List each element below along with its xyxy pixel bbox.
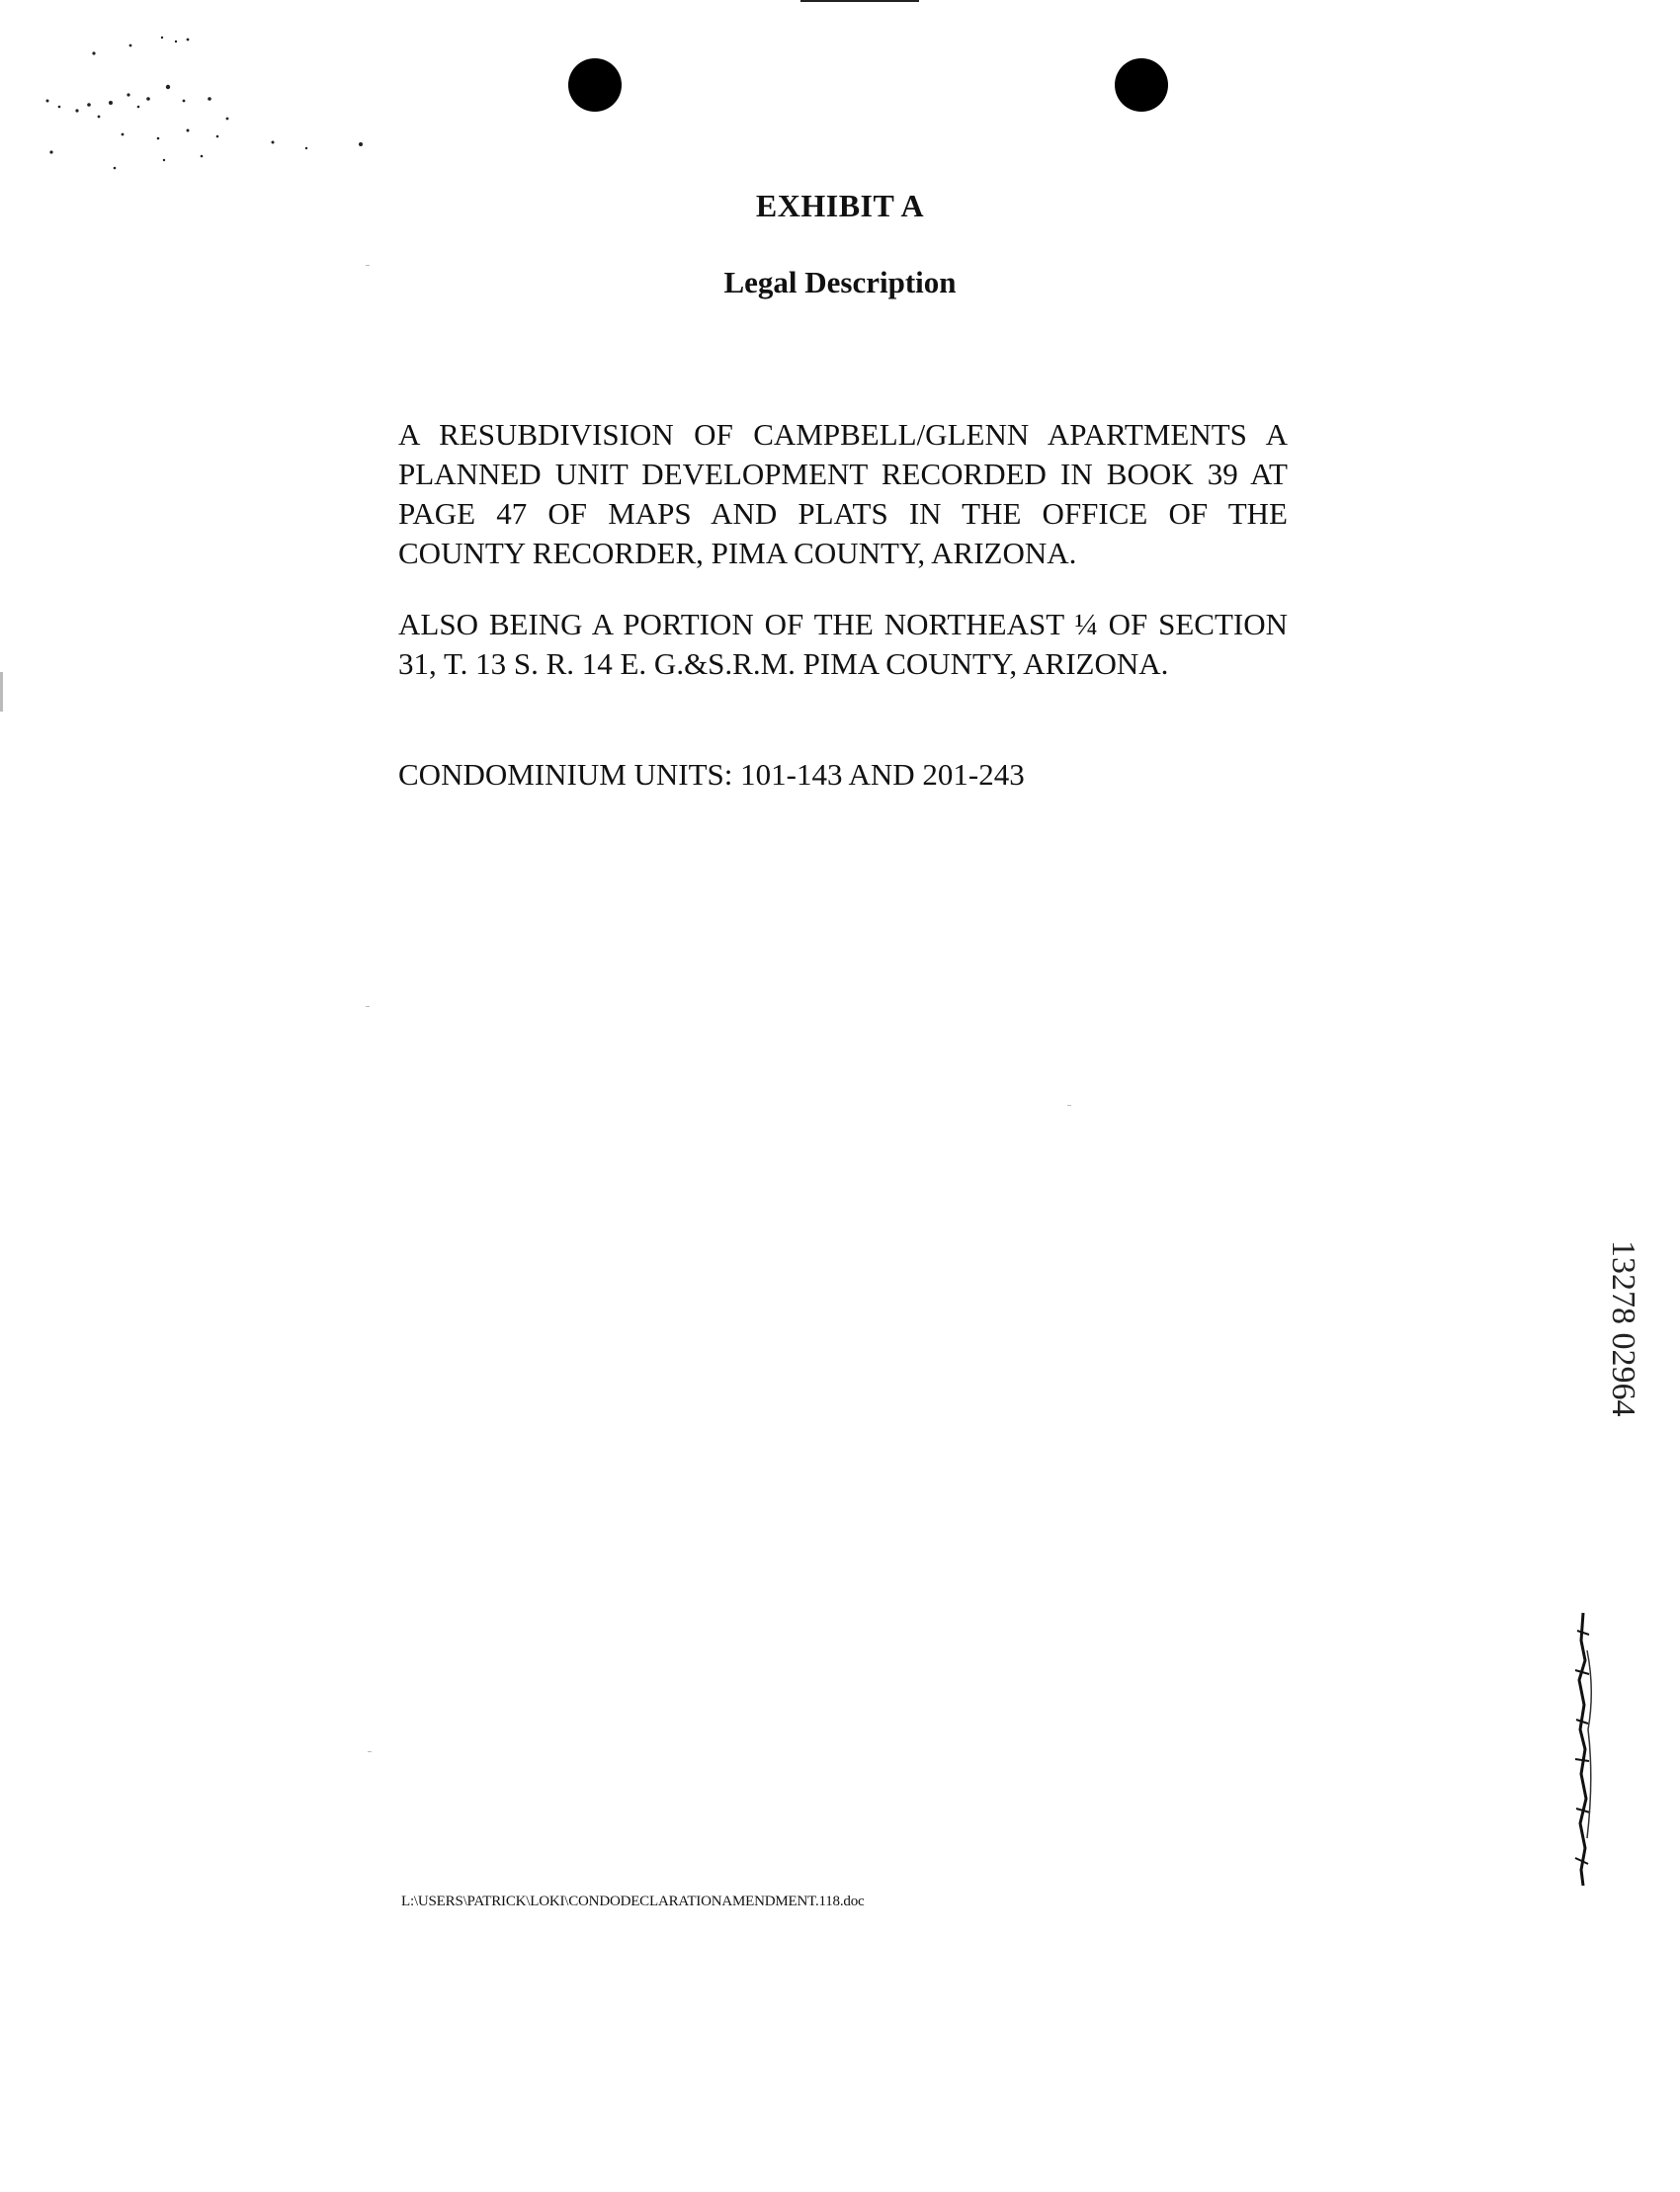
condominium-units-line: CONDOMINIUM UNITS: 101-143 AND 201-243 (398, 757, 1025, 792)
exhibit-subtitle: Legal Description (723, 265, 957, 299)
scan-mark (0, 672, 3, 712)
exhibit-title: EXHIBIT A (755, 188, 925, 223)
scan-mark (368, 1751, 372, 1752)
legal-description-paragraph: ALSO BEING A PORTION OF THE NORTHEAST ¼ OF SECTION 31, T. 13 S. R. 14 E. G.&S.R.M. PIMA COUNTY, ARIZONA. (398, 607, 1288, 681)
scan-mark (366, 1006, 370, 1007)
punch-hole-right (1115, 58, 1168, 112)
legal-description-paragraph: A RESUBDIVISION OF CAMPBELL/GLENN APARTMENTS A PLANNED UNIT DEVELOPMENT RECORDED IN BOOK 39 AT PAGE 47 OF MAPS AND PLATS IN THE OFFICE OF THE COUNTY RECORDER, PIMA COUNTY, ARIZONA. (398, 417, 1288, 570)
handwritten-mark (1561, 1611, 1601, 1888)
scan-speckles (40, 30, 376, 178)
scan-mark (366, 265, 370, 266)
top-edge-rule (800, 0, 919, 2)
recording-number-stamp: 13278 02964 (1605, 1240, 1641, 1417)
punch-hole-left (568, 58, 622, 112)
document-file-path: L:\USERS\PATRICK\LOKI\CONDODECLARATIONAMENDMENT.118.doc (401, 1894, 865, 1909)
scan-mark (1067, 1105, 1071, 1106)
